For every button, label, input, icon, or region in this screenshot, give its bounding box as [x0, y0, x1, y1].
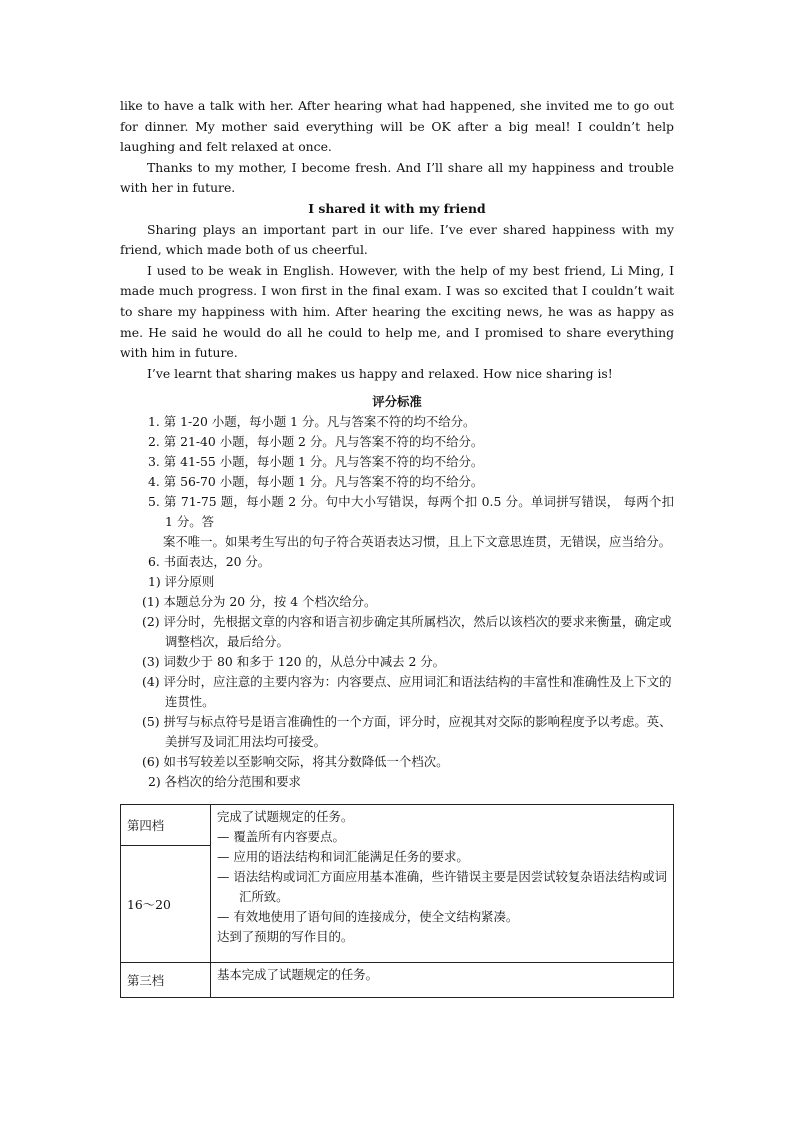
scoring-rule: 1. 第 1-20 小题，每小题 1 分。凡与答案不符的均不给分。 [148, 414, 476, 430]
level4-name: 第四档 [121, 805, 211, 846]
scoring-rule: 4. 第 56-70 小题，每小题 1 分。凡与答案不符的均不给分。 [148, 474, 484, 490]
scoring-rule: 5. 第 71-75 题，每小题 2 分。句中大小写错误，每两个扣 0.5 分。单词拼写错误， 每两个扣 1 分。答 [148, 494, 674, 530]
level4-line: — 应用的语法结构和词汇能满足任务的要求。 [217, 849, 469, 864]
essay2-title: I shared it with my friend [308, 200, 486, 216]
level4-description [211, 805, 674, 963]
level4-line: — 语法结构或词汇方面应用基本准确，些许错误主要是因尝试较复杂语法结构或词汇所致。 [217, 869, 668, 904]
principle-item: (2) 评分时，先根据文章的内容和语言初步确定其所属档次，然后以该档次的要求来衡量，确定或调整档次，最后给分。 [142, 614, 672, 650]
principles-title: 1) 评分原则 [148, 574, 215, 590]
essay1-paragraph: Thanks to my mother, I become fresh. And I’ll share all my happiness and trouble with her in future. [120, 159, 674, 196]
principle-item: (5) 拼写与标点符号是语言准确性的一个方面，评分时，应视其对交际的影响程度予以考虑。英、美拼写及词汇用法均可接受。 [142, 714, 672, 750]
level4-range: 16～20 [121, 846, 211, 963]
essay2-paragraph: Sharing plays an important part in our life. I’ve ever shared happiness with my friend, which made both of us cheerful. [120, 221, 674, 258]
level3-description: 基本完成了试题规定的任务。 [211, 963, 674, 998]
level4-line: 完成了试题规定的任务。 [217, 809, 354, 824]
grade-table [120, 804, 674, 998]
principle-item: (6) 如书写较差以至影响交际，将其分数降低一个档次。 [142, 754, 449, 770]
essay1-paragraph: like to have a talk with her. After hearing what had happened, she invited me to go out for dinner. My mother said everything will be OK after a big meal! I couldn’t help laughing and felt relaxed at once. [120, 98, 674, 155]
essay2-paragraph: I’ve learnt that sharing makes us happy and relaxed. How nice sharing is! [147, 365, 613, 381]
scoring-rule: 6. 书面表达，20 分。 [148, 554, 271, 570]
table-row [121, 805, 674, 846]
scoring-title: 评分标准 [372, 394, 422, 410]
level4-line: 达到了预期的写作目的。 [217, 929, 354, 944]
level4-line: — 有效地使用了语句间的连接成分，使全文结构紧凑。 [217, 909, 519, 924]
level4-line: — 覆盖所有内容要点。 [217, 829, 345, 844]
scoring-rule: 3. 第 41-55 小题，每小题 1 分。凡与答案不符的均不给分。 [148, 454, 484, 470]
principle-item: (1) 本题总分为 20 分，按 4 个档次给分。 [142, 594, 377, 610]
document-page [120, 96, 674, 792]
principle-item: (4) 评分时，应注意的主要内容为：内容要点、应用词汇和语法结构的丰富性和准确性及上下文的连贯性。 [142, 674, 672, 710]
table-row [121, 963, 674, 998]
principle-item: (3) 词数少于 80 和多于 120 的，从总分中减去 2 分。 [142, 654, 446, 670]
level3-name: 第三档 [121, 963, 211, 998]
scoring-rule-continuation: 案不唯一。如果考生写出的句子符合英语表达习惯，且上下文意思连贯，无错误，应当给分。 [163, 534, 672, 550]
scoring-rule: 2. 第 21-40 小题，每小题 2 分。凡与答案不符的均不给分。 [148, 434, 484, 450]
ranges-title: 2) 各档次的给分范围和要求 [148, 774, 301, 790]
essay2-paragraph: I used to be weak in English. However, with the help of my best friend, Li Ming, I made much progress. I won first in the final exam. I was so excited that I couldn’t wait to share my happiness with him. After hearing the exciting news, he was as happy as me. He said he would do all he could to help me, and I promised to share everything with him in future. [120, 262, 674, 361]
